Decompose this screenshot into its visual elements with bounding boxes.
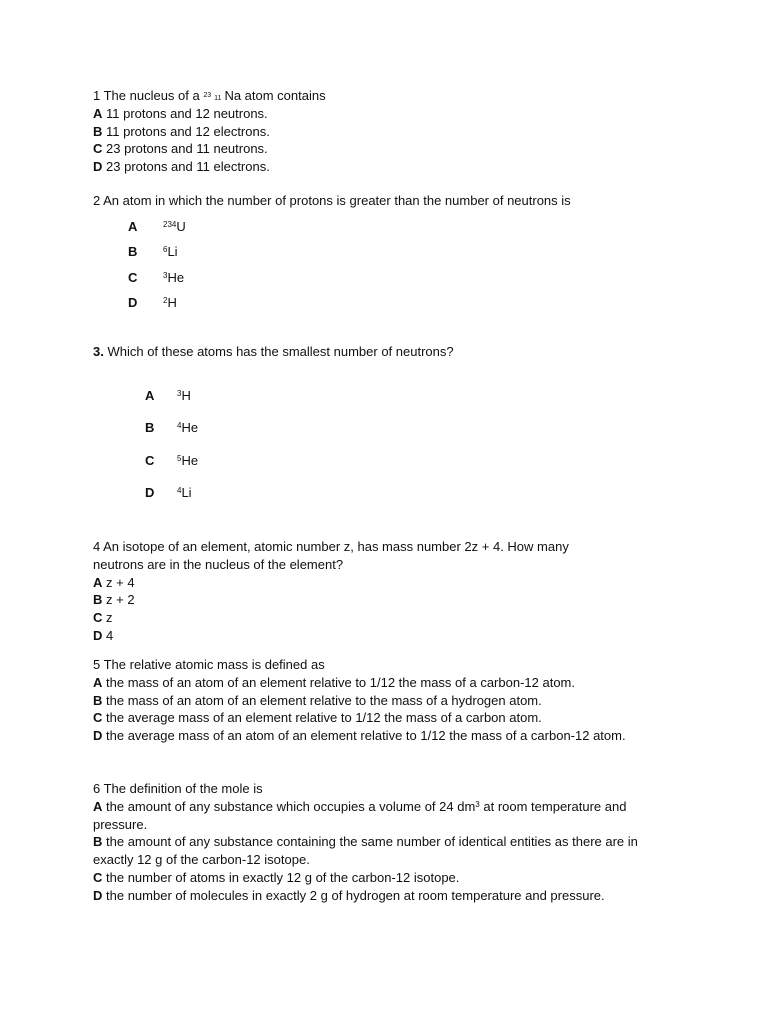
option-c bbox=[93, 140, 673, 158]
isotope bbox=[163, 269, 184, 286]
exponent: 3 bbox=[475, 799, 480, 809]
element-symbol: He bbox=[181, 453, 199, 468]
option-letter: B bbox=[93, 592, 103, 608]
option-letter: D bbox=[93, 159, 103, 175]
isotope bbox=[177, 387, 191, 404]
question-4 bbox=[93, 538, 623, 645]
mass-number: 4 bbox=[177, 421, 182, 430]
mass-number: 23 bbox=[203, 92, 212, 99]
option-c bbox=[93, 869, 668, 887]
option-letter: B bbox=[93, 123, 103, 139]
element-symbol: U bbox=[176, 219, 186, 234]
question-2 bbox=[93, 192, 713, 210]
option-letter: C bbox=[128, 270, 138, 285]
option-text: the number of molecules in exactly 2 g of hydrogen at room temperature and pressure. bbox=[106, 887, 605, 903]
isotope bbox=[177, 419, 198, 436]
option-letter: A bbox=[93, 798, 103, 814]
option-d bbox=[93, 887, 668, 905]
question-1-stem-end: Na atom contains bbox=[224, 88, 326, 103]
option-letter: C bbox=[93, 610, 103, 626]
option-text: 23 protons and 11 electrons. bbox=[106, 159, 270, 175]
option-text: the amount of any substance containing the same number of identical entities as there are in exactly 12 g of the carbon-12 isotope. bbox=[93, 834, 638, 868]
option-text: 4 bbox=[106, 627, 114, 643]
option-text: 11 protons and 12 neutrons. bbox=[106, 105, 268, 121]
option-a bbox=[93, 674, 653, 692]
atomic-number: 11 bbox=[214, 95, 222, 102]
option-a bbox=[93, 798, 668, 834]
option-letter: A bbox=[93, 105, 103, 121]
option-d bbox=[93, 627, 623, 645]
option-letter: B bbox=[145, 420, 155, 435]
mass-number: 6 bbox=[163, 245, 168, 254]
option-letter: D bbox=[93, 627, 103, 643]
element-symbol: H bbox=[167, 295, 177, 310]
element-symbol: H bbox=[181, 388, 191, 403]
option-letter: A bbox=[128, 219, 138, 234]
question-1-stem-text: 1 The nucleus of a bbox=[93, 88, 200, 103]
element-symbol: Li bbox=[181, 485, 192, 500]
mass-number: 3 bbox=[177, 389, 182, 398]
option-text: the average mass of an element relative to 1/12 the mass of a carbon atom. bbox=[106, 710, 542, 726]
option-letter: C bbox=[93, 710, 103, 726]
option-text-end: at room temperature and pressure. bbox=[93, 798, 627, 832]
mass-number: 5 bbox=[177, 454, 182, 463]
option-a bbox=[93, 574, 623, 592]
question-5 bbox=[93, 656, 653, 745]
option-d bbox=[93, 727, 653, 745]
question-5-stem: 5 The relative atomic mass is defined as bbox=[93, 657, 325, 672]
question-6 bbox=[93, 780, 668, 905]
isotope bbox=[177, 484, 192, 501]
option-text: z + 4 bbox=[106, 574, 135, 590]
option-c bbox=[93, 609, 623, 627]
mass-number: 234 bbox=[163, 220, 177, 229]
option-text: z + 2 bbox=[106, 592, 135, 608]
option-letter: C bbox=[145, 453, 155, 468]
option-letter: D bbox=[128, 295, 138, 310]
option-text: z bbox=[106, 610, 113, 626]
isotope bbox=[163, 294, 177, 311]
question-3 bbox=[93, 343, 673, 361]
option-text: the amount of any substance which occupies a volume of 24 dm bbox=[106, 798, 476, 814]
isotope bbox=[163, 218, 186, 235]
option-letter: A bbox=[93, 574, 103, 590]
option-text: 11 protons and 12 electrons. bbox=[106, 123, 270, 139]
mass-number: 3 bbox=[163, 271, 168, 280]
option-letter: C bbox=[93, 141, 103, 157]
option-b bbox=[93, 833, 668, 869]
element-symbol: He bbox=[181, 420, 199, 435]
question-6-stem: 6 The definition of the mole is bbox=[93, 781, 263, 796]
isotope bbox=[163, 243, 178, 260]
option-letter: A bbox=[93, 674, 103, 690]
option-c bbox=[93, 709, 653, 727]
question-3-stem: Which of these atoms has the smallest number of neutrons? bbox=[107, 344, 454, 359]
isotope bbox=[177, 452, 198, 469]
option-text: the average mass of an atom of an element relative to 1/12 the mass of a carbon-12 atom. bbox=[106, 728, 626, 744]
question-4-stem: 4 An isotope of an element, atomic number z, has mass number 2z + 4. How many neutrons are in the nucleus of the element? bbox=[93, 539, 569, 572]
question-1 bbox=[93, 87, 673, 176]
option-b bbox=[93, 591, 623, 609]
option-letter: B bbox=[128, 244, 138, 259]
question-1-stem bbox=[93, 87, 673, 105]
question-2-stem: 2 An atom in which the number of protons is greater than the number of neutrons is bbox=[93, 193, 571, 208]
option-letter: B bbox=[93, 834, 103, 850]
option-b bbox=[93, 123, 673, 141]
option-letter: D bbox=[145, 485, 155, 500]
option-letter: B bbox=[93, 692, 103, 708]
mass-number: 4 bbox=[177, 486, 182, 495]
option-text: 23 protons and 11 neutrons. bbox=[106, 141, 268, 157]
option-letter: D bbox=[93, 887, 103, 903]
option-d bbox=[93, 158, 673, 176]
element-symbol: Li bbox=[167, 244, 178, 259]
element-symbol: He bbox=[167, 270, 185, 285]
option-letter: A bbox=[145, 388, 155, 403]
option-text: the mass of an atom of an element relative to 1/12 the mass of a carbon-12 atom. bbox=[106, 674, 575, 690]
mass-number: 2 bbox=[163, 296, 168, 305]
option-letter: D bbox=[93, 728, 103, 744]
option-text: the number of atoms in exactly 12 g of the carbon-12 isotope. bbox=[106, 869, 460, 885]
option-letter: C bbox=[93, 869, 103, 885]
option-a bbox=[93, 105, 673, 123]
option-text: the mass of an atom of an element relative to the mass of a hydrogen atom. bbox=[106, 692, 542, 708]
option-b bbox=[93, 692, 653, 710]
question-number: 3. bbox=[93, 344, 104, 359]
